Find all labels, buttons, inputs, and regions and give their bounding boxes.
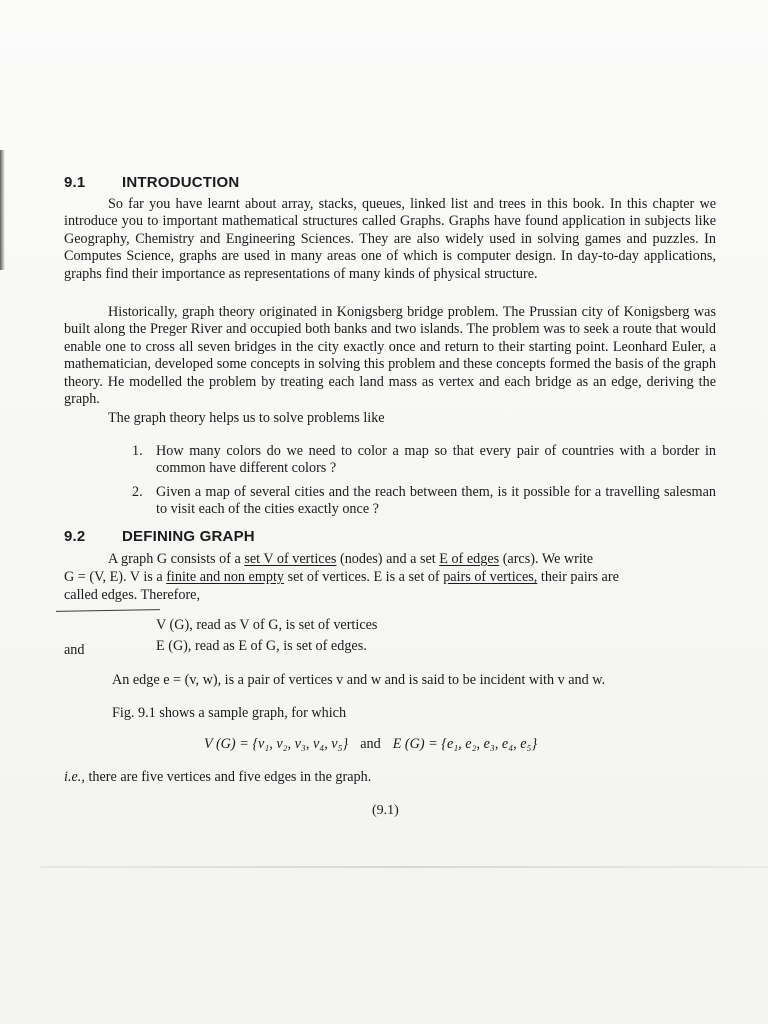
summary-line: i.e., there are five vertices and five edges in the graph. <box>64 769 372 785</box>
section-number: 9.2 <box>64 528 86 545</box>
underlined-phrase: E of edges <box>439 551 500 567</box>
section-title: INTRODUCTION <box>122 174 240 191</box>
edge-set-line: E (G), read as E of G, is set of edges. <box>156 638 367 654</box>
formula-line: V (G) = {v₁, v₂, v₃, v₄, v₅} and E (G) = {e₁, e₂, e₃, e₄, e₅} <box>204 736 538 752</box>
intro-paragraph: So far you have learnt about array, stacks, queues, linked list and trees in this book. In this chapter we introduce you to important mathematical structures called Graphs. Graphs have found application in subjects like Geography, Chemistry and Engineering Sciences. They are also widely used in solving games and puzzles. In Computes Science, graphs are used in many areas one of which is computer design. In day-to-day applications, graphs find their importance as representations of many kinds of physical structure. <box>64 196 716 282</box>
figure-reference-line: Fig. 9.1 shows a sample graph, for which <box>112 705 347 721</box>
binding-shadow <box>0 150 5 270</box>
vertex-set-formula: V (G) = {v₁, v₂, v₃, v₄, v₅} <box>204 736 349 752</box>
section-heading-defining-graph <box>64 528 724 545</box>
underlined-phrase: set V of vertices <box>244 551 337 567</box>
history-paragraph: Historically, graph theory originated in Konigsberg bridge problem. The Prussian city of Konigsberg was built along the Preger River and occupied both banks and two islands. The problem was to seek a route that would enable one to cross all seven bridges in the city exactly once and return to their starting point. Leonhard Euler, a mathematician, developed some concepts in solving this problem and these concepts formed the basis of the graph theory. He modelled the problem by treating each land mass as vertex and each bridge as an edge, deriving the graph. <box>64 304 716 408</box>
section-heading-introduction <box>64 174 724 191</box>
problems-lead-paragraph: The graph theory helps us to solve problems like <box>108 410 385 426</box>
edge-set-formula: E (G) = {e₁, e₂, e₃, e₄, e₅} <box>392 736 538 752</box>
page-edge <box>40 866 768 868</box>
page-number: (9.1) <box>372 803 399 818</box>
list-item-number: 2. <box>132 484 143 500</box>
section-number: 9.1 <box>64 174 86 191</box>
underlined-phrase: finite and non empty <box>166 569 285 585</box>
list-item-number: 1. <box>132 443 143 459</box>
vertex-set-line: V (G), read as V of G, is set of vertices <box>156 617 378 633</box>
definition-line-3: called edges. Therefore, <box>64 587 201 603</box>
edge-definition-line: An edge e = (v, w), is a pair of vertices v and w and is said to be incident with v and w. <box>112 672 606 688</box>
underlined-phrase: pairs of vertices, <box>443 569 538 585</box>
section-title: DEFINING GRAPH <box>122 528 255 545</box>
and-label: and <box>64 642 85 658</box>
definition-line-1: A graph G consists of a set V of vertices (nodes) and a set E of edges (arcs). We write <box>108 551 594 567</box>
list-item-text: How many colors do we need to color a map so that every pair of countries with a border in common have different colors ? <box>156 443 716 477</box>
definition-line-2: G = (V, E). V is a finite and non empty set of vertices. E is a set of pairs of vertices, their pairs are <box>64 569 619 585</box>
list-item-text: Given a map of several cities and the reach between them, is it possible for a travelling salesman to visit each of the cities exactly once ? <box>156 484 716 518</box>
